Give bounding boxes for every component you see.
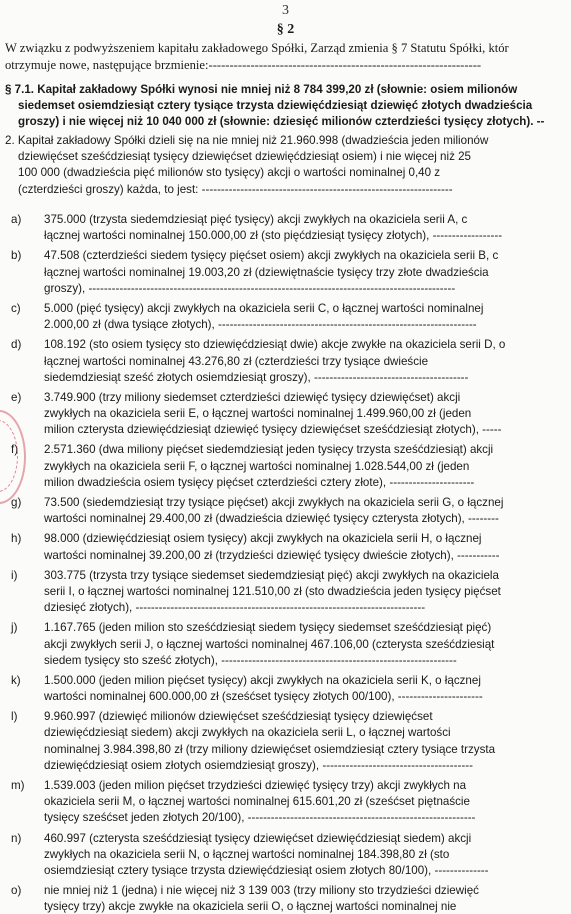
list-item-line: dziewięćdziesiąt osiem złotych osiemdziesiąt groszy), --------------------------------------- — [44, 758, 473, 772]
list-item-line: 460.997 (czterysta sześćdziesiąt tysięcy dziewięćset dziewięćdziesiąt siedem) akcji — [44, 831, 472, 845]
list-item — [0, 831, 571, 880]
list-item-label: k) — [11, 673, 21, 687]
list-item-line: zwykłych na okaziciela serii F, o łącznej wartości nominalnej 1.028.544,00 zł (jeden — [44, 459, 470, 473]
list-item-line: milion czterysta dziewięćdziesiąt dziewięć tysięcy dziewięćset sześćdziesiąt złotych), ----- — [44, 423, 502, 437]
list-item-line: 2.571.360 (dwa miliony pięćset siedemdziesiąt jeden tysięcy trzysta sześćdziesiąt) akcji — [44, 443, 494, 457]
list-item — [0, 248, 571, 297]
list-item-line: 1.500.000 (jeden milion pięćset tysięcy) akcji zwykłych na okaziciela serii K, o łącznej — [44, 673, 481, 687]
list-item-text — [44, 778, 571, 827]
list-item-line: 2.000,00 zł (dwa tysiące złotych), ------------------------------------------------------------------- — [44, 318, 477, 332]
list-item-line: 98.000 (dziewięćdziesiąt osiem tysięcy) akcji zwykłych na okaziciela serii H, o łącznej — [44, 532, 482, 546]
list-item-label: m) — [11, 779, 25, 792]
list-item-label: d) — [11, 338, 22, 352]
paragraph-line: (czterdzieści groszy) każda, to jest: ----------------------------------------------------------------- — [18, 182, 453, 196]
list-item-line: siedem tysięcy sto sześć złotych), ------------------------------------------------------------- — [44, 653, 457, 667]
paragraph-line: groszy) i nie więcej niż 10 040 000 zł (słownie: dziesięć milionów czterdzieści tysięcy złotych). -- — [18, 115, 545, 129]
intro-paragraph — [5, 40, 560, 73]
list-item-line: łącznej wartości nominalnej 43.276,80 zł (czterdzieści trzy tysiące dwieście — [44, 354, 429, 368]
list-item-text — [44, 831, 571, 880]
list-item-line: 1.167.765 (jeden milion sto sześćdziesiąt siedem tysięcy siedemset sześćdziesiąt pięć) — [44, 621, 492, 635]
list-item-label: n) — [11, 831, 22, 845]
paragraph-line: siedemset osiemdziesiąt cztery tysiące trzysta dziewięćdziesiąt dziewięć złotych dwadzieścia — [18, 99, 533, 113]
list-item-text — [44, 301, 571, 333]
list-item-line: zwykłych na okaziciela serii N, o łącznej wartości nominalnej 184.398,80 zł (sto — [44, 847, 450, 861]
list-item-line: nie mniej niż 1 (jedna) i nie więcej niż 3 139 003 (trzy miliony sto trzydzieści dziewięć — [44, 884, 479, 898]
list-item-text — [44, 568, 571, 617]
paragraph-line: 100 000 (dwadzieścia pięć milionów sto tysięcy) akcji o wartości nominalnej 0,40 z — [18, 166, 441, 180]
list-item-text — [44, 883, 571, 914]
list-item-text — [44, 390, 571, 439]
list-item-label: a) — [11, 213, 22, 226]
list-item-line: siedemdziesiąt sześć złotych osiemdziesiąt groszy), ---------------------------------------- — [44, 370, 469, 384]
list-item-line: okaziciela serii M, o łącznej wartości nominalnej 615.601,20 zł (sześćset piętnaście — [44, 795, 470, 809]
list-item-label: e) — [11, 390, 22, 404]
paragraph-7-1 — [5, 82, 571, 131]
list-item — [0, 778, 571, 827]
list-item-line: serii I, o łącznej wartości nominalnej 121.510,00 zł (sto dwadzieścia jeden tysięcy pięćset — [44, 584, 501, 598]
list-item-text — [44, 248, 571, 297]
list-item — [0, 531, 571, 563]
list-item — [0, 337, 571, 386]
list-item — [0, 568, 571, 617]
list-item — [0, 709, 571, 774]
intro-line: W związku z podwyższeniem kapitału zakładowego Spółki, Zarząd zmienia § 7 Statutu Spółki, któr — [5, 41, 509, 55]
list-item-label: h) — [11, 532, 22, 546]
list-item — [0, 442, 571, 491]
list-item — [0, 673, 571, 705]
list-item-text — [44, 531, 571, 563]
list-item-line: 1.539.003 (jeden milion pięćset trzydzieści dziewięć tysięcy trzy) akcji zwykłych na — [44, 779, 467, 792]
list-item-line: 5.000 (pięć tysięcy) akcji zwykłych na okaziciela serii C, o łącznej wartości nominalnej — [44, 301, 484, 315]
list-item — [0, 212, 571, 244]
list-item-line: dziewięćdziesiąt siedem) akcji zwykłych na okaziciela serii L, o łącznej wartości — [44, 726, 451, 740]
list-item-line: 9.960.997 (dziewięć milionów dziewięćset sześćdziesiąt tysięcy dziewięćset — [44, 710, 433, 724]
list-item-line: wartości nominalnej 39.200,00 zł (trzydzieści dziewięć tysięcy dwieście złotych), ----------- — [44, 548, 500, 562]
list-item-line: tysięcy sześćset jeden złotych 20/100), ----------------------------------------------------------- — [44, 811, 476, 825]
list-item-line: 3.749.900 (trzy miliony siedemset czterdzieści dziewięć tysięcy dziewięćset) akcji — [44, 390, 461, 404]
paragraph-line: dziewięćset sześćdziesiąt tysięcy dziewięćset dziewięćdziesiąt osiem) i nie więcej niż 25 — [18, 150, 471, 164]
paragraph-line: § 7.1. Kapitał zakładowy Spółki wynosi nie mniej niż 8 784 399,20 zł (słownie: osiem milionów — [5, 83, 518, 96]
list-item-line: łącznej wartości nominalnej 150.000,00 zł (sto pięćdziesiąt tysięcy złotych), ------------------ — [44, 229, 503, 243]
list-item-text — [44, 620, 571, 669]
list-item-line: groszy), ----------------------------------------------------------------------------------------------- — [44, 281, 456, 295]
list-item-line: osiemdziesiąt cztery tysiące trzysta dziewięćdziesiąt osiem złotych 80/100), -------------- — [44, 863, 489, 877]
list-item — [0, 883, 571, 914]
list-item-line: wartości nominalnej 600.000,00 zł (sześćset tysięcy złotych 00/100), ---------------------- — [44, 690, 483, 704]
list-item-text — [44, 442, 571, 491]
list-item-label: b) — [11, 249, 22, 263]
list-item-text — [44, 495, 571, 527]
list-item-label: c) — [11, 301, 21, 315]
list-item-line: dziesięć złotych), --------------------------------------------------------------------------- — [44, 601, 426, 615]
list-item-line: zwykłych na okaziciela serii E, o łącznej wartości nominalnej 1.499.960,00 zł (jeden — [44, 407, 472, 421]
list-item-label: i) — [11, 568, 18, 582]
paragraph-line: 2. Kapitał zakładowy Spółki dzieli się na nie mniej niż 21.960.998 (dwadzieścia jeden milionów — [5, 134, 489, 147]
list-item-text — [44, 709, 571, 774]
list-item-text — [44, 212, 571, 244]
list-item — [0, 620, 571, 669]
list-item — [0, 390, 571, 439]
list-item-line: tysięcy trzy) akcje zwykłe na okaziciela serii O, o łącznej wartości nominalnej nie — [44, 900, 457, 914]
list-item — [0, 495, 571, 527]
list-item-label: g) — [11, 496, 22, 509]
intro-line: otrzymuje nowe, następujące brzmienie:----------------------------------------------------------------- — [5, 57, 482, 72]
list-item — [0, 301, 571, 333]
list-item-text — [44, 337, 571, 386]
section-heading: § 2 — [276, 22, 295, 37]
list-item-line: 375.000 (trzysta siedemdziesiąt pięć tysięcy) akcji zwykłych na okaziciela serii A, c — [44, 213, 468, 226]
share-series-list — [0, 212, 571, 914]
list-item-line: 73.500 (siedemdziesiąt trzy tysiące pięćset) akcji zwykłych na okaziciela serii G, o łącznej — [44, 496, 504, 509]
list-item-line: 108.192 (sto osiem tysięcy sto dziewięćdziesiąt dwie) akcje zwykłe na okaziciela serii D, o — [44, 338, 506, 352]
list-item-line: akcji zwykłych serii J, o łącznej wartości nominalnej 467.106,00 (czterysta sześćdziesiąt — [44, 637, 495, 651]
list-item-label: l) — [11, 710, 18, 724]
list-item-label: j) — [11, 621, 18, 635]
list-item-label: o) — [11, 884, 22, 898]
list-item-text — [44, 673, 571, 705]
list-item-line: nominalnej 3.984.398,80 zł (trzy miliony dziewięćset osiemdziesiąt cztery tysiące trzysta — [44, 742, 496, 756]
list-item-line: 303.775 (trzysta trzy tysiące siedemset siedemdziesiąt pięć) akcji zwykłych na okaziciela — [44, 568, 499, 582]
list-item-line: 47.508 (czterdzieści siedem tysięcy pięćset osiem) akcji zwykłych na okaziciela serii B, c — [44, 249, 499, 263]
list-item-line: łącznej wartości nominalnej 19.003,20 zł (dziewiętnaście tysięcy trzy złote dwadzieścia — [44, 265, 489, 279]
list-item-line: milion dwadzieścia osiem tysięcy pięćset czterdzieści cztery złote), ---------------------- — [44, 475, 475, 489]
paragraph-2 — [5, 133, 571, 198]
page-number: 3 — [282, 3, 289, 18]
list-item-label: f) — [11, 443, 19, 457]
list-item-line: wartości nominalnej 29.400,00 zł (dwadzieścia dziewięć tysięcy czterysta złotych), -------- — [44, 512, 499, 526]
